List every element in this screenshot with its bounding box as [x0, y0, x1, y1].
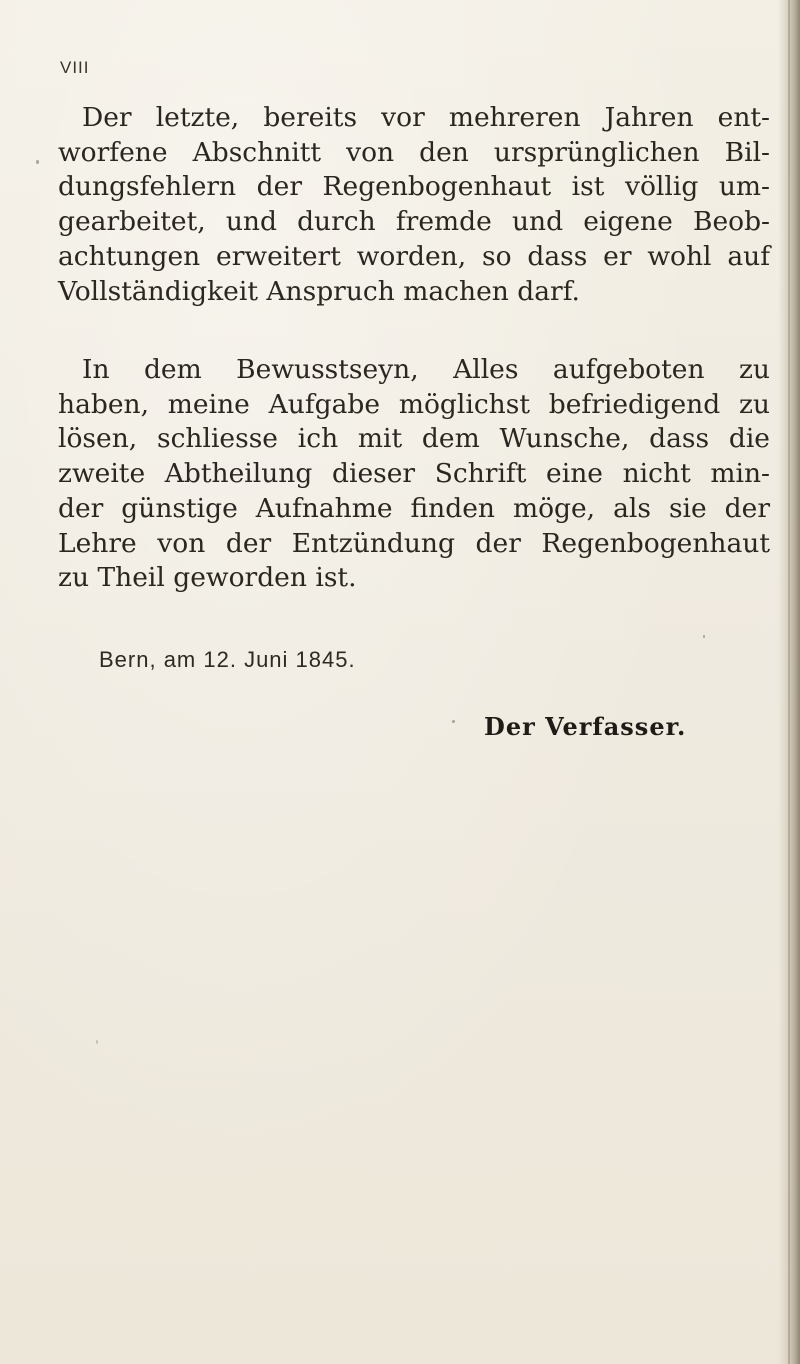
- text-line: zu Theil geworden ist.: [58, 562, 357, 594]
- signature-date: Bern, am 12. Juni 1845.: [99, 647, 356, 672]
- text-line: Lehre von der Entzündung der Regenbogenhaut: [58, 527, 770, 559]
- paper-speck: [96, 1040, 98, 1044]
- signature-author: Der Verfasser.: [484, 712, 687, 741]
- text-line: zweite Abtheilung dieser Schrift eine nicht min-: [58, 458, 770, 490]
- paragraph-2: [58, 353, 770, 596]
- text-line: haben, meine Aufgabe möglichst befriedigend zu: [58, 388, 770, 420]
- paper-speck: [36, 160, 39, 164]
- paper-speck: [452, 720, 455, 723]
- text-line: gearbeitet, und durch fremde und eigene Beob-: [58, 206, 770, 238]
- text-line: Vollständigkeit Anspruch machen darf.: [58, 275, 580, 307]
- paragraph-1: [58, 101, 770, 309]
- text-line: achtungen erweitert worden, so dass er wohl auf: [58, 240, 770, 272]
- text-line: dungsfehlern der Regenbogenhaut ist völlig um-: [58, 171, 770, 203]
- text-line: lösen, schliesse ich mit dem Wunsche, dass die: [58, 423, 770, 455]
- text-line: In dem Bewusstseyn, Alles aufgeboten zu: [82, 354, 770, 385]
- page-number: VIII: [60, 58, 90, 77]
- page-edge-line: [788, 0, 790, 1364]
- text-line: der günstige Aufnahme finden möge, als sie der: [58, 492, 770, 524]
- text-line: Der letzte, bereits vor mehreren Jahren ent-: [82, 102, 770, 133]
- paper-speck: [703, 635, 705, 638]
- text-line: worfene Abschnitt von den ursprünglichen Bil-: [58, 136, 770, 168]
